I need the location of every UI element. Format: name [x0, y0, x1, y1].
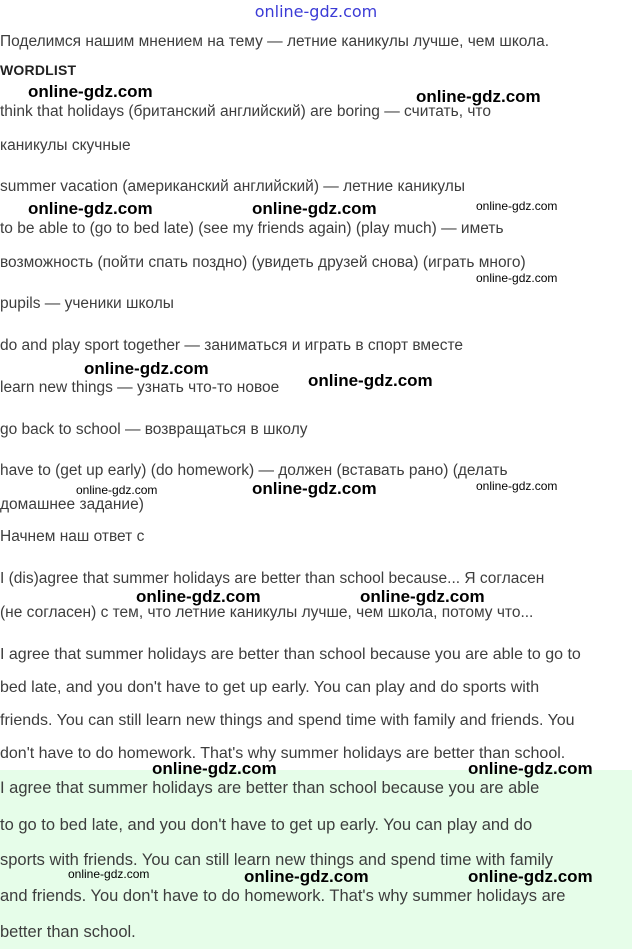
wordlist-line: learn new things — узнать что-то новое: [0, 379, 280, 396]
watermark: online-gdz.com: [152, 759, 277, 778]
wordlist-line: to be able to (go to bed late) (see my friends again) (play much) — иметь: [0, 220, 504, 237]
intro-text: Поделимся нашим мнением на тему — летние каникулы лучше, чем школа.: [0, 33, 550, 50]
start-phrase-line: I (dis)agree that summer holidays are better than school because... Я согласен: [0, 570, 545, 587]
answer-line: I agree that summer holidays are better than school because you are able to go to: [0, 646, 581, 663]
top-site-watermark: online-gdz.com: [254, 2, 378, 21]
watermark: online-gdz.com: [68, 867, 150, 881]
watermark: online-gdz.com: [476, 199, 558, 213]
watermark: online-gdz.com: [28, 199, 153, 218]
wordlist-line: возможность (пойти спать поздно) (увидеть друзей снова) (играть много): [0, 254, 526, 271]
start-phrase-line: (не согласен) с тем, что летние каникулы лучше, чем школа, потому что...: [0, 604, 534, 621]
watermark: online-gdz.com: [468, 759, 593, 778]
wordlist-line: домашнее задание): [0, 496, 144, 513]
highlighted-answer-line: and friends. You don't have to do homework. That's why summer holidays are: [0, 887, 566, 905]
watermark: online-gdz.com: [252, 199, 377, 218]
watermark: online-gdz.com: [416, 87, 541, 106]
watermark: online-gdz.com: [76, 483, 158, 497]
watermark: online-gdz.com: [476, 271, 558, 285]
watermark: online-gdz.com: [84, 359, 209, 378]
highlighted-answer-line: better than school.: [0, 923, 136, 941]
wordlist-line: have to (get up early) (do homework) — должен (вставать рано) (делать: [0, 462, 508, 479]
wordlist-line: think that holidays (британский английский) are boring — считать, что: [0, 103, 491, 120]
wordlist-line: pupils — ученики школы: [0, 295, 174, 312]
wordlist-line: go back to school — возвращаться в школу: [0, 421, 308, 438]
watermark: online-gdz.com: [360, 587, 485, 606]
answer-line: don't have to do homework. That's why summer holidays are better than school.: [0, 745, 566, 762]
watermark: online-gdz.com: [468, 867, 593, 886]
wordlist-line: summer vacation (американский английский) — летние каникулы: [0, 178, 465, 195]
wordlist-line: каникулы скучные: [0, 137, 131, 154]
answer-line: bed late, and you don't have to get up early. You can play and do sports with: [0, 679, 540, 696]
watermark: online-gdz.com: [244, 867, 369, 886]
start-label: Начнем наш ответ с: [0, 528, 145, 545]
answer-line: friends. You can still learn new things and spend time with family and friends. You: [0, 712, 575, 729]
wordlist-heading: WORDLIST: [0, 62, 77, 78]
watermark: online-gdz.com: [28, 82, 153, 101]
watermark: online-gdz.com: [136, 587, 261, 606]
watermark: online-gdz.com: [252, 479, 377, 498]
highlighted-answer-line: I agree that summer holidays are better than school because you are able: [0, 779, 540, 797]
highlighted-answer-line: to go to bed late, and you don't have to get up early. You can play and do: [0, 816, 533, 834]
wordlist-line: do and play sport together — заниматься и играть в спорт вместе: [0, 337, 463, 354]
highlighted-answer-line: sports with friends. You can still learn new things and spend time with family: [0, 851, 554, 869]
watermark: online-gdz.com: [476, 479, 558, 493]
watermark: online-gdz.com: [308, 371, 433, 390]
